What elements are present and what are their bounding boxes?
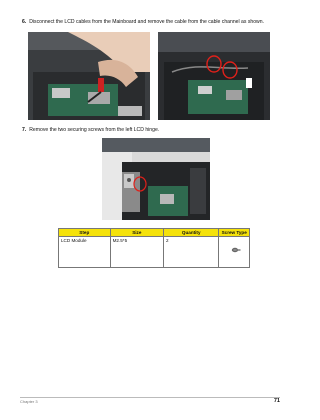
header-size: Size [110, 229, 163, 237]
header-quantity: Quantity [164, 229, 219, 237]
header-screw-type: Screw Type [219, 229, 250, 237]
photo-left-lcd-hinge [102, 138, 210, 220]
step-text: Disconnect the LCD cables from the Mainboard and remove the cable from the cable channel as shown. [29, 19, 264, 25]
step-6 [22, 19, 284, 26]
header-step: Step [59, 229, 111, 237]
table-header-row [59, 229, 250, 237]
footer-chapter: Chapter 3 [20, 399, 38, 404]
step-7 [22, 127, 284, 134]
screw-icon [231, 247, 241, 255]
step-text: Remove the two securing screws from the left LCD hinge. [29, 127, 160, 133]
screw-table [58, 228, 250, 268]
cell-step: LCD Module [59, 237, 111, 268]
cell-quantity: 2 [164, 237, 219, 268]
table-row [59, 237, 250, 268]
step-number: 7. [22, 127, 27, 133]
cell-size: M2.5*5 [110, 237, 163, 268]
step-number: 6. [22, 19, 27, 25]
footer-divider [20, 397, 280, 398]
cell-screw-type [219, 237, 250, 268]
photo-disconnect-lcd-cable [28, 32, 150, 120]
page-number: 71 [273, 398, 280, 404]
photo-cable-channel [158, 32, 270, 120]
